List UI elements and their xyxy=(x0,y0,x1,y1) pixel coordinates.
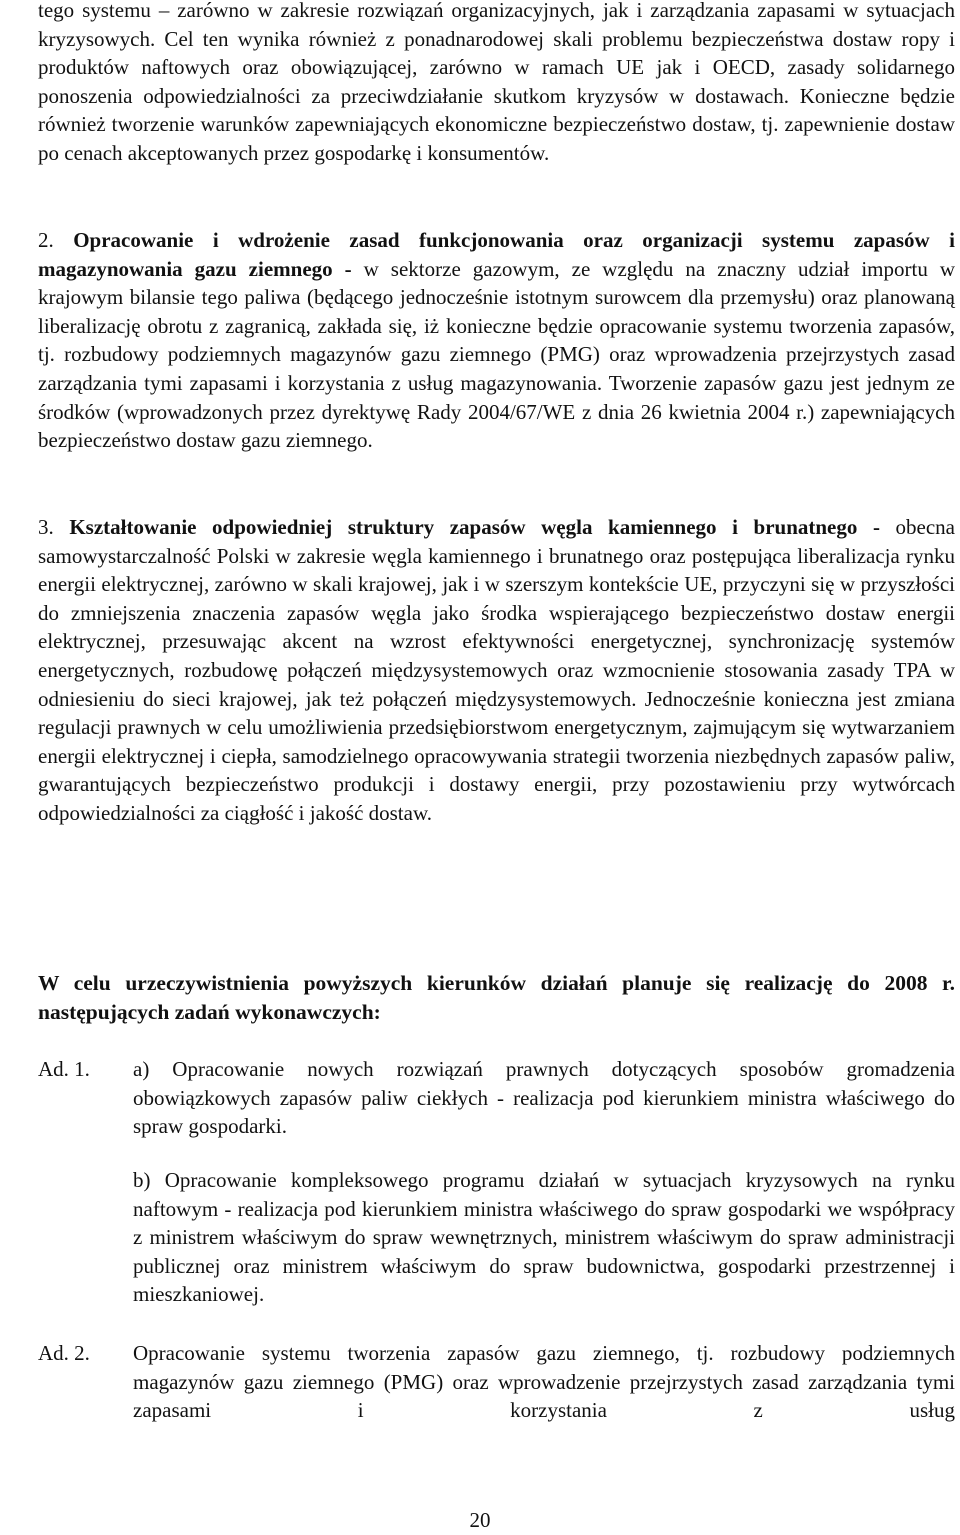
point-2-number: 2. xyxy=(38,228,54,252)
point-3-body: obecna samowystarczalność Polski w zakresie węgla kamiennego i brunatnego oraz postępująca liberalizacja rynku energii elektrycznej, zarówno w skali krajowej, jak i w szerszym kontekście UE, przyczyni się w przyszłości do zmniejszenia znaczenia zapasów węgla jako środka wspierającego bezpieczeństwo dostaw energii elektrycznej, przesuwając akcent na wzrost efektywności energetycznej, synchronizację systemów energetycznych, rozbudowę połączeń międzysystemowych oraz wzmocnienie stosowania zasady TPA w odniesieniu do sieci krajowej, jak też połączeń międzysystemowych. Jednocześnie konieczna jest zmiana regulacji prawnych w celu umożliwienia przedsiębiorstwom energetycznym, zajmującym się wytwarzaniem energii elektrycznej i ciepła, samodzielnego opracowywania strategii tworzenia niezbędnych zapasów paliw, gwarantujących bezpieczeństwo produkcji i dostawy energii, przy pozostawieniu przy wytwórcach odpowiedzialności za ciągłość i jakość dostaw. xyxy=(38,515,955,825)
point-2-paragraph xyxy=(38,226,955,455)
ad-1-item-b: b) Opracowanie kompleksowego programu działań w sytuacjach kryzysowych na rynku naftowym - realizacja pod kierunkiem ministra właściwego do spraw gospodarki we współpracy z ministrem właściwym do spraw wewnętrznych, ministrem właściwym do spraw administracji publicznej oraz ministrem właściwym do spraw budownictwa, gospodarki przestrzennej i mieszkaniowej. xyxy=(133,1168,955,1307)
ad-2-label: Ad. 2. xyxy=(38,1341,90,1365)
point-3-number: 3. xyxy=(38,515,54,539)
tasks-heading: W celu urzeczywistnienia powyższych kierunków działań planuje się realizację do 2008 r. następujących zadań wykonawczych: xyxy=(38,971,955,1024)
ad-1-label: Ad. 1. xyxy=(38,1057,90,1081)
page-number: 20 xyxy=(469,1508,491,1532)
point-3-title: Kształtowanie odpowiedniej struktury zapasów węgla kamiennego i brunatnego - xyxy=(69,515,880,539)
ad-2-text: Opracowanie systemu tworzenia zapasów gazu ziemnego, tj. rozbudowy podziemnych magazynów gazu ziemnego (PMG) oraz wprowadzenie przejrzystych zasad zarządzania tymi zapasami i korzystania z usług xyxy=(133,1341,955,1423)
point-2-body: w sektorze gazowym, ze względu na znaczny udział importu w krajowym bilansie tego paliwa (będącego jednocześnie istotnym surowcem dla przemysłu) oraz planowaną liberalizację obrotu z zagranicą, zakłada się, iż konieczne będzie opracowanie systemu tworzenia zapasów, tj. rozbudowy podziemnych magazynów gazu ziemnego (PMG) oraz wprowadzenia przejrzystych zasad zarządzania tymi zapasami i korzystania z usług magazynowania. Tworzenie zapasów gazu jest jednym ze środków (wprowadzonych przez dyrektywę Rady 2004/67/WE z dnia 26 kwietnia 2004 r.) zapewniających bezpieczeństwo dostaw gazu ziemnego. xyxy=(38,256,955,453)
ad-1-item-a: a) Opracowanie nowych rozwiązań prawnych dotyczących sposobów gromadzenia obowiązkowych zapasów paliw ciekłych - realizacja pod kierunkiem ministra właściwego do spraw gospodarki. xyxy=(133,1057,955,1139)
intro-paragraph: tego systemu – zarówno w zakresie rozwiązań organizacyjnych, jak i zarządzania zapasami w sytuacjach kryzysowych. Cel ten wynika również z ponadnarodowej skali problemu bezpieczeństwa dostaw ropy i produktów naftowych oraz obowiązującej, zarówno w ramach UE jak i OECD, zasady solidarnego ponoszenia odpowiedzialności za przeciwdziałanie skutkom kryzysów w dostawach. Konieczne będzie również tworzenie warunków zapewniających ekonomiczne bezpieczeństwo dostaw, tj. zapewnienie dostaw po cenach akceptowanych przez gospodarkę i konsumentów. xyxy=(38,0,955,165)
point-2-title: Opracowanie i wdrożenie zasad funkcjonowania oraz organizacji systemu zapasów i magazynowania gazu ziemnego - xyxy=(38,228,955,281)
point-3-paragraph xyxy=(38,513,955,828)
